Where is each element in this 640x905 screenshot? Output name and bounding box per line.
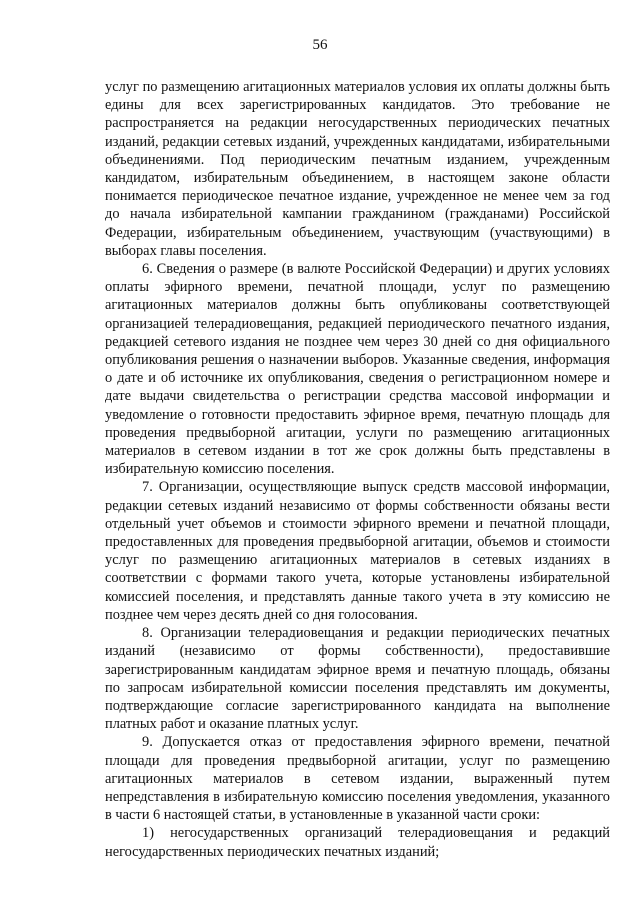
paragraph-subitem-1: 1) негосударственных организаций телерадиовещания и редакций негосударственных периодических печатных изданий; xyxy=(105,825,610,860)
paragraph-item-7: 7. Организации, осуществляющие выпуск средств массовой информации, редакции сетевых изданий независимо от формы собственности обязаны вести отдельный учет объемов и стоимости эфирного времени и печатной площади, предоставленных для проведения предвыборной агитации, объемов и стоимости услуг по размещению агитационных материалов в сетевых изданиях в соответствии с формами такого учета, которые установлены избирательной комиссией поселения, и представлять данные такого учета в эту комиссию не позднее чем через десять дней со дня голосования. xyxy=(105,479,610,623)
paragraph-item-9: 9. Допускается отказ от предоставления эфирного времени, печатной площади для проведения предвыборной агитации, услуг по размещению агитационных материалов в сетевом издании, выраженный путем непредставления в избирательную комиссию поселения уведомления, указанного в части 6 настоящей статьи, в установленные в указанной части сроки: xyxy=(105,734,610,824)
paragraph-item-8: 8. Организации телерадиовещания и редакции периодических печатных изданий (независимо от формы собственности), предоставившие зарегистрированным кандидатам эфирное время и печатную площадь, обязаны по запросам избирательной комиссии поселения представлять им документы, подтверждающие согласие зарегистрированного кандидата на выполнение платных работ и оказание платных услуг. xyxy=(105,625,610,733)
document-body xyxy=(105,78,610,861)
paragraph-item-6: 6. Сведения о размере (в валюте Российской Федерации) и других условиях оплаты эфирного времени, печатной площади, услуг по размещению агитационных материалов должны быть опубликованы соответствующей организацией телерадиовещания, редакцией периодического печатного издания, редакцией сетевого издания не позднее чем через 30 дней со дня официального опубликования решения о назначении выборов. Указанные сведения, информация о дате и об источнике их опубликования, сведения о регистрационном номере и дате выдачи свидетельства о регистрации средства массовой информации и уведомление о готовности предоставить эфирное время, печатную площадь для проведения предвыборной агитации, услуги по размещению агитационных материалов в сетевом издании в тот же срок должны быть представлены в избирательную комиссию поселения. xyxy=(105,261,610,478)
page-number: 56 xyxy=(312,37,328,53)
paragraph-continuation: услуг по размещению агитационных материалов условия их оплаты должны быть едины для всех зарегистрированных кандидатов. Это требование не распространяется на редакции негосударственных периодических печатных изданий, редакции сетевых изданий, учрежденных кандидатами, избирательными объединениями. Под периодическим печатным изданием, учрежденным кандидатом, избирательным объединением, в настоящем законе области понимается периодическое печатное издание, учрежденное не менее чем за год до начала избирательной кампании гражданином (гражданами) Российской Федерации, избирательным объединением, участвующим (участвующими) в выборах главы поселения. xyxy=(105,79,610,259)
